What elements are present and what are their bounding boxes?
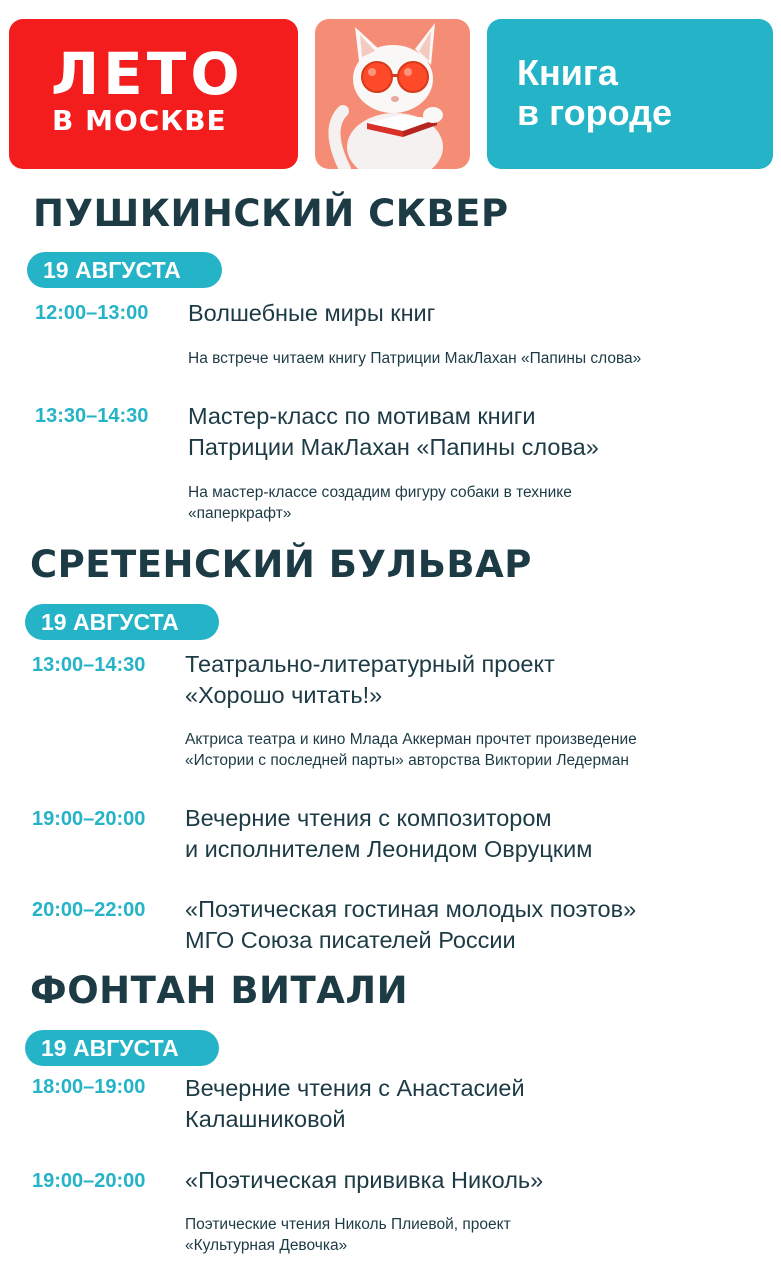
date-badge: 19 АВГУСТА bbox=[25, 1030, 219, 1066]
event-description: Поэтические чтения Николь Плиевой, проект «Культурная Девочка» bbox=[185, 1216, 511, 1254]
event-title: Вечерние чтения с Анастасией Калашниковой bbox=[185, 1075, 525, 1132]
event-time: 12:00–13:00 bbox=[35, 302, 149, 324]
event-time: 13:00–14:30 bbox=[32, 654, 146, 676]
event-time: 20:00–22:00 bbox=[32, 899, 146, 921]
date-badge: 19 АВГУСТА bbox=[25, 604, 219, 640]
cat-reading-illustration bbox=[315, 19, 470, 169]
book-in-the-city-tile bbox=[487, 19, 773, 169]
event-description: Актриса театра и кино Млада Аккерман прочтет произведение «Истории с последней парты» авторства Виктории Ледерман bbox=[185, 731, 637, 769]
cat-icon bbox=[315, 19, 470, 169]
event-time: 18:00–19:00 bbox=[32, 1076, 146, 1098]
logo-line1: ЛЕТО bbox=[51, 40, 244, 108]
event-title: Театрально-литературный проект «Хорошо читать!» bbox=[185, 651, 555, 708]
event-title: Вечерние чтения с композитором и исполнителем Леонидом Овруцким bbox=[185, 805, 593, 862]
section-title-vitali-fountain: ФОНТАН ВИТАЛИ bbox=[30, 969, 409, 1012]
book-in-the-city-title: Книга в городе bbox=[517, 52, 673, 133]
event-description: На встрече читаем книгу Патриции МакЛахан «Папины слова» bbox=[188, 350, 642, 367]
event-time: 13:30–14:30 bbox=[35, 405, 149, 427]
summer-in-moscow-logo bbox=[9, 19, 298, 169]
event-time: 19:00–20:00 bbox=[32, 1170, 146, 1192]
logo-line2: В МОСКВЕ bbox=[52, 104, 227, 137]
event-description: На мастер-классе создадим фигуру собаки в технике «паперкрафт» bbox=[188, 484, 572, 522]
date-badge: 19 АВГУСТА bbox=[27, 252, 222, 288]
event-time: 19:00–20:00 bbox=[32, 808, 146, 830]
section-title-pushkinsky: ПУШКИНСКИЙ СКВЕР bbox=[33, 192, 509, 235]
event-title: Волшебные миры книг bbox=[188, 300, 436, 326]
event-title: «Поэтическая гостиная молодых поэтов» МГО Союза писателей России bbox=[185, 896, 637, 953]
section-title-sretensky: СРЕТЕНСКИЙ БУЛЬВАР bbox=[30, 543, 532, 586]
header-banner bbox=[9, 19, 773, 169]
event-title: Мастер-класс по мотивам книги Патриции МакЛахан «Папины слова» bbox=[188, 403, 599, 460]
event-title: «Поэтическая прививка Николь» bbox=[185, 1167, 544, 1193]
